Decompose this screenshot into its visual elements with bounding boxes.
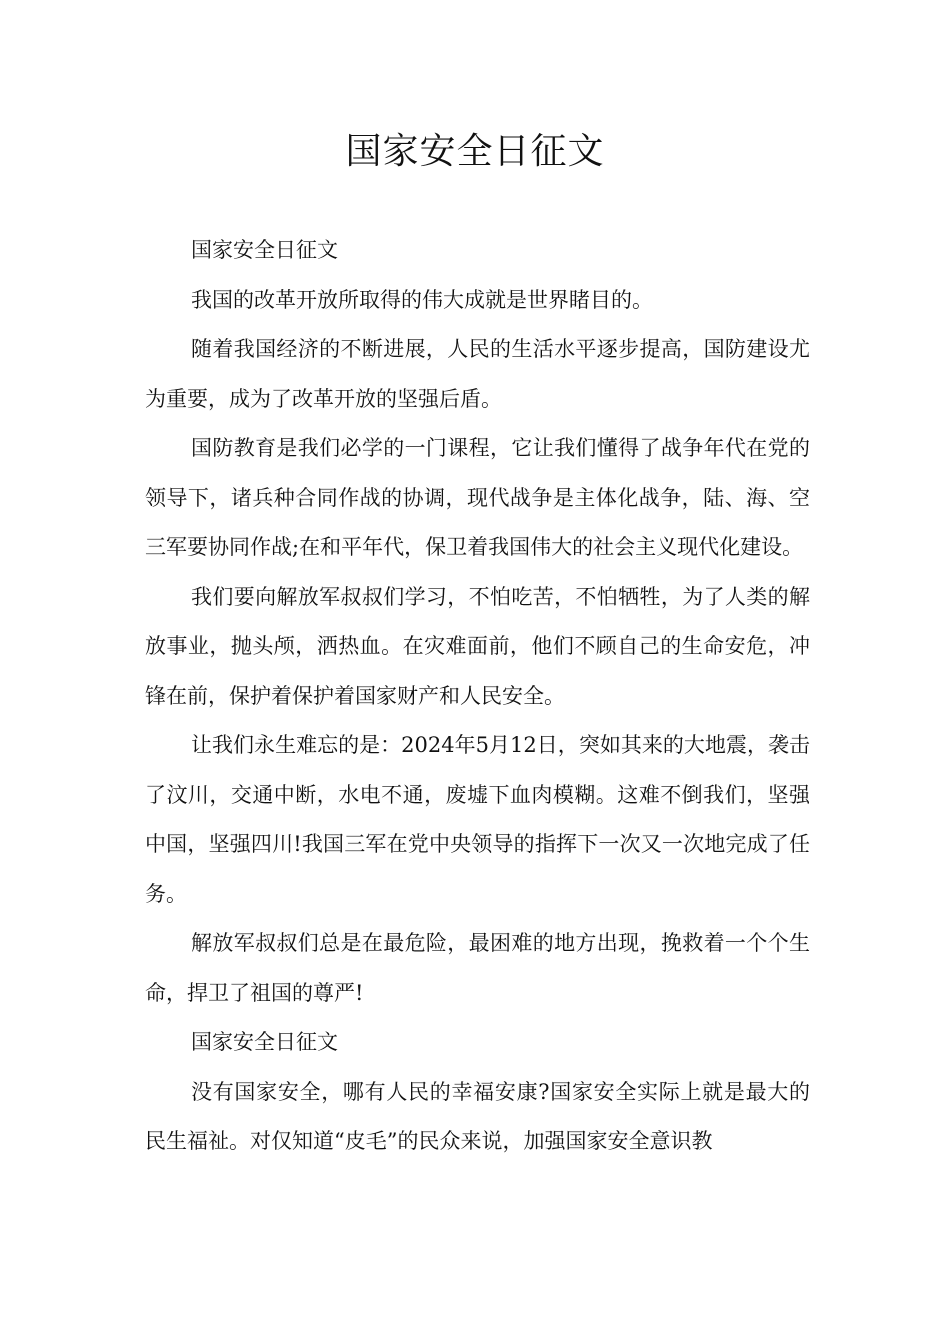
paragraph: 让我们永生难忘的是：2024年5月12日，突如其来的大地震，袭击了汶川，交通中断，水电不通，废墟下血肉模糊。这难不倒我们，坚强中国，坚强四川!我国三军在党中央领导的指挥下一次又一次地完成了任务。 xyxy=(145,733,810,906)
paragraph: 我国的改革开放所取得的伟大成就是世界睹目的。 xyxy=(191,287,653,312)
paragraph: 没有国家安全，哪有人民的幸福安康?国家安全实际上就是最大的民生福祉。对仅知道“皮毛”的民众来说，加强国家安全意识教 xyxy=(145,1079,810,1153)
paragraph: 我们要向解放军叔叔们学习，不怕吃苦，不怕牺牲，为了人类的解放事业，抛头颅，洒热血。在灾难面前，他们不顾自己的生命安危，冲锋在前，保护着保护着国家财产和人民安全。 xyxy=(145,584,810,708)
paragraph: 随着我国经济的不断进展，人民的生活水平逐步提高，国防建设尤为重要，成为了改革开放的坚强后盾。 xyxy=(145,337,810,411)
paragraph: 解放军叔叔们总是在最危险，最困难的地方出现，挽救着一个个生命，捍卫了祖国的尊严! xyxy=(145,931,810,1005)
paragraph: 国家安全日征文 xyxy=(191,1030,338,1054)
paragraph: 国防教育是我们必学的一门课程，它让我们懂得了战争年代在党的领导下，诸兵种合同作战的协调，现代战争是主体化战争，陆、海、空三军要协同作战;在和平年代，保卫着我国伟大的社会主义现代化建设。 xyxy=(145,436,810,559)
document-body xyxy=(145,226,810,1167)
document-title: 国家安全日征文 xyxy=(345,131,605,172)
paragraph: 国家安全日征文 xyxy=(191,238,338,262)
